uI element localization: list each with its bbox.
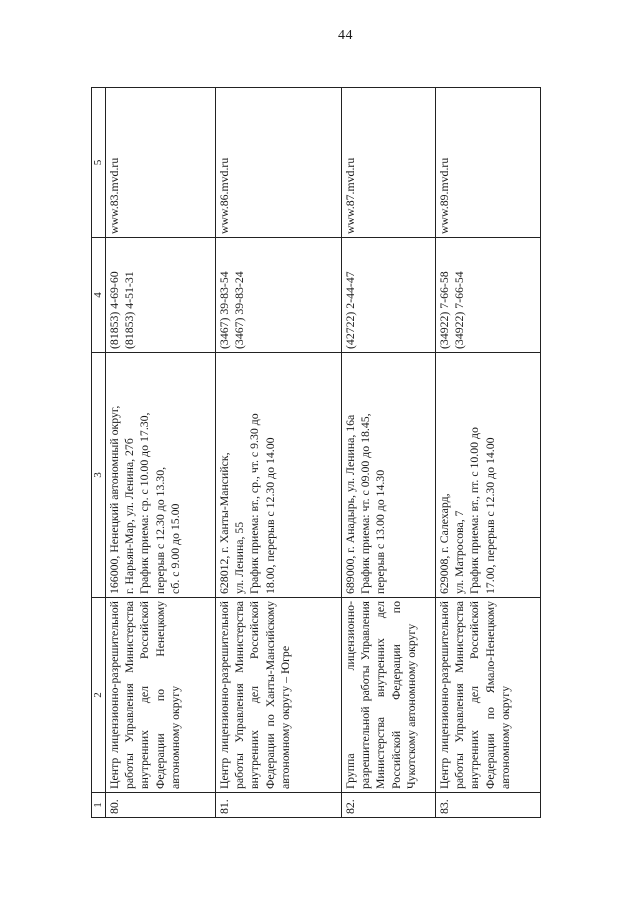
phones: [216, 238, 342, 353]
phone-number: (3467) 39-83-24: [232, 271, 247, 349]
column-header: 1: [92, 793, 106, 818]
column-header: 3: [92, 353, 106, 598]
organization-name: Центр лицензионно-разрешительной работы Управления Министерства внутренних дел Российской Федерации по Ямало-Ненецкому автономному округу: [436, 598, 541, 793]
address-schedule: [216, 353, 342, 598]
address-schedule: [342, 353, 436, 598]
website: www.86.mvd.ru: [216, 88, 342, 238]
phones: [106, 238, 216, 353]
website: www.87.mvd.ru: [342, 88, 436, 238]
address-schedule: [106, 353, 216, 598]
organization-name: Центр лицензионно-разрешительной работы Управления Министерства внутренних дел Российской Федерации по Ненецкому автономному округу: [106, 598, 216, 793]
phone-number: (81853) 4-51-31: [122, 271, 137, 349]
phone-number: (3467) 39-83-54: [217, 271, 231, 349]
address-line: 689000, г. Анадырь, ул. Ленина, 16а: [343, 414, 357, 594]
address-line: 629008, г. Салехард,: [437, 493, 451, 594]
address-line: г. Нарьян-Мар, ул. Ленина, 27б: [122, 438, 137, 594]
address-line: ул. Матросова, 7: [452, 510, 467, 594]
table-row: [436, 88, 541, 818]
row-number: 80.: [106, 793, 216, 818]
address-line: График приема: вт., пт. с 10.00 до: [467, 427, 482, 594]
address-line: ул. Ленина, 55: [232, 521, 247, 594]
header-row: [92, 88, 106, 818]
page-number: 44: [338, 28, 353, 43]
phones: [436, 238, 541, 353]
address-line: График приема: вт., ср., чт. с 9.30 до: [247, 413, 262, 594]
row-number: 82.: [342, 793, 436, 818]
row-number: 81.: [216, 793, 342, 818]
organization-name: Группа лицензионно-разрешительной работы Управления Министерства внутренних дел Российской Федерации по Чукотскому автономному округу: [342, 598, 436, 793]
rotated-table-container: [91, 88, 539, 818]
column-header: 4: [92, 238, 106, 353]
address-line: 18.00, перерыв с 12.30 до 14.00: [262, 437, 277, 594]
address-line: 628012, г. Ханты-Мансийск,: [217, 452, 231, 594]
phone-number: (34922) 7-66-54: [452, 271, 467, 349]
phone-number: (81853) 4-69-60: [107, 271, 121, 349]
website: www.83.mvd.ru: [106, 88, 216, 238]
address-line: 17.00, перерыв с 12.30 до 14.00: [482, 437, 497, 594]
licensing-centers-table: [91, 87, 541, 818]
address-line: График приема: чт. с 09.00 до 18.45,: [358, 413, 373, 594]
organization-name: Центр лицензионно-разрешительной работы Управления Министерства внутренних дел Российской Федерации по Ханты-Мансийскому автономному округу – Югре: [216, 598, 342, 793]
phone-number: (34922) 7-66-58: [437, 271, 451, 349]
website: www.89.mvd.ru: [436, 88, 541, 238]
address-schedule: [436, 353, 541, 598]
table-row: [342, 88, 436, 818]
phones: [342, 238, 436, 353]
address-line: сб. с 9.00 до 15.00: [167, 503, 182, 594]
row-number: 83.: [436, 793, 541, 818]
table-row: [216, 88, 342, 818]
column-header: 2: [92, 598, 106, 793]
phone-number: (42722) 2-44-47: [343, 271, 357, 349]
column-header: 5: [92, 88, 106, 238]
address-line: График приема: ср. с 10.00 до 17.30,: [137, 412, 152, 594]
address-line: 166000, Ненецкий автономный округ,: [107, 405, 121, 594]
address-line: перерыв с 13.00 до 14.30: [373, 469, 388, 594]
table-row: [106, 88, 216, 818]
address-line: перерыв с 12.30 до 13.30,: [152, 466, 167, 594]
